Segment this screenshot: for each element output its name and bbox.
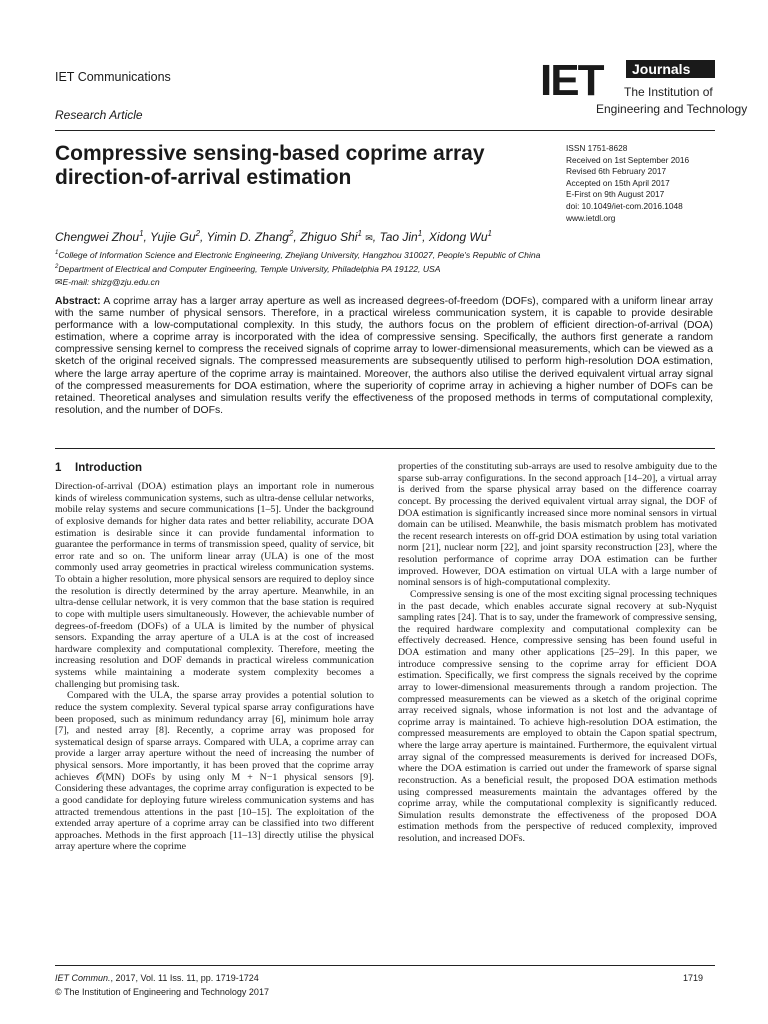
body-column-right (398, 461, 717, 845)
footer-divider (55, 965, 715, 966)
journal-abbrev: IET Commun. (55, 973, 111, 983)
author-affil-sup: 1 (417, 229, 423, 238)
header-divider (55, 130, 715, 131)
author-name: Chengwei Zhou (55, 230, 140, 244)
affiliations (55, 247, 540, 288)
institution-name-line2: Engineering and Technology (596, 102, 748, 116)
section-title: Introduction (75, 462, 143, 474)
paragraph: Compared with the ULA, the sparse array provides a potential solution to reduce the system complexity. Several typical sparse array configurations have been proposed, such as minimum redundancy array [6], minimum hole array [7], and nested array [8]. Recently, a coprime array was proposed for systematical design of sparse arrays. Compared with ULA, a coprime array can provide a larger array aperture without the need of increasing the number of physical sensors. More importantly, it has been proved that the coprime array achieves 𝒪(MN) DOFs by using only M + N−1 physical sensors [9]. Considering these advantages, the coprime array configuration is expected to be a good candidate for deploying future wireless communication systems and has attracted tremendous attentions in the past [10–15]. The exploitation of the extended array aperture of a coprime array can be classified into two different approaches. Methods in the first approach [11–13] directly utilise the physical array aperture where the coprime (55, 690, 374, 853)
author-affil-sup: 2 (288, 229, 294, 238)
paper-title: Compressive sensing-based coprime array direction-of-arrival estimation (55, 142, 485, 189)
doi-link[interactable]: doi: 10.1049/iet-com.2016.1048 (566, 200, 683, 211)
author-name: Xidong Wu (428, 230, 488, 244)
abstract (55, 296, 713, 417)
accepted-date: Accepted on 15th April 2017 (566, 177, 670, 188)
paragraph: properties of the constituting sub-arrays are used to resolve ambiguity due to the sparse sub-array configurations. In the second approach [14–20], a virtual array is derived from the sparse physical array based on the difference coarray concept. By processing the derived equivalent virtual array signal, the DOF of DOA estimation is significantly increased since more nominal sensors in virtual domain can be utilised. Meanwhile, the basis mismatch problem has motivated the recent research interests on off-grid DOA estimation by using total variation norm [21], nuclear norm [22], and joint sparsity reconstruction [23], where the resolution performance of coprime array DOA estimation can be further improved. However, DOA estimation on virtual ULA with a large number of nominal sensors is of high-computational complexity. (398, 461, 717, 589)
author-affil-sup: 1 (487, 229, 492, 238)
abstract-divider (55, 448, 715, 449)
paragraph: Direction-of-arrival (DOA) estimation plays an important role in numerous kinds of wireless communication systems, such as ultra-dense cellular networks, mobile relay systems and secure communications [1–5]. Under the background of explosive demands for higher data rates and better reliability, accurate DOA estimation is desirable since it can provide fundamental information to guarantee the performance in terms of transmission speed, quality of service, bit error rate and so on. The uniform linear array (ULA) is one of the most commonly used array geometries in practical wireless communication systems. To obtain a higher resolution, more physical sensors are required to deploy since the resolution is directly determined by the array aperture. Meanwhile, in an ultra-dense cellular network, it is very common that the base station is required to cope with multiple users simultaneously. However, the achievable number of degrees-of-freedom (DOFs) of a ULA is limited by the number of physical sensors. Expanding the array aperture of a ULA is at the cost of increased hardware complexity and computational complexity. Therefore, meeting the increasing resolution and DOF demands in practical wireless communication systems while maintaining a moderate system complexity becomes a challenging but promising task. (55, 481, 374, 690)
issn: ISSN 1751-8628 (566, 143, 628, 153)
received-date: Received on 1st September 2016 (566, 154, 690, 165)
journals-tag: Journals (626, 60, 715, 78)
affiliation-2: $^2$Department of Electrical and Computer Engineering, Temple University, Philadelphia PA 19122, USA (55, 264, 441, 275)
efirst-date: E-First on 9th August 2017 (566, 189, 665, 200)
page-number: 1719 (683, 973, 704, 983)
revised-date: Revised 6th February 2017 (566, 166, 667, 177)
email-link[interactable]: E-mail: shizg@zju.edu.cn (62, 276, 160, 287)
author-name: Yimin D. Zhang (206, 230, 289, 244)
journal-name: IET Communications (55, 70, 171, 84)
section-number: 1 (55, 462, 62, 474)
section-heading (55, 462, 142, 474)
ietdl-link[interactable]: www.ietdl.org (566, 212, 616, 223)
footer-copyright: © The Institution of Engineering and Technology 2017 (55, 987, 269, 997)
abstract-label: Abstract: (55, 296, 101, 307)
author-list: Chengwei Zhou$^1$, Yujie Gu$^2$, Yimin D. Zhang$^2$, Zhiguo Shi$^1$ ✉, Tao Jin$^1$, Xidong Wu$^1$ (55, 229, 492, 244)
institution-name-line1: The Institution of (624, 85, 713, 99)
author-name: Zhiguo Shi (300, 230, 358, 244)
citation-details: , 2017, Vol. 11 Iss. 11, pp. 1719-1724 (110, 973, 259, 983)
publication-info (566, 143, 689, 224)
author-affil-sup: 1 (357, 229, 362, 238)
corresponding-email (55, 276, 540, 289)
iet-journals-logo (540, 56, 748, 120)
abstract-text: A coprime array has a larger array aperture as well as increased degrees-of-freedom (DOFs), compared with a uniform linear array with the same number of physical sensors. Therefore, in a practical wireless communication system, it is capable to provide desirable performance with a low-computational complexity. In this study, the authors focus on the problem of efficient direction-of-arrival (DOA) estimation, where a coprime array is incorporated with the idea of compressive sensing. Specifically, the authors first generate a random compressive sensing kernel to compress the received signals of coprime array to lower-dimensional measurements, which can be viewed as a sketch of the original received signals. The compressed measurements are subsequently utilised to perform high-resolution DOA estimation, where the large array aperture of the coprime array is maintained. Moreover, the authors also utilise the derived equivalent virtual array signal of the compressed measurements for DOA estimation, where the superiority of coprime array in achieving a higher number of DOFs can be retained. Theoretical analyses and simulation results verify the effectiveness of the proposed methods in terms of computational complexity, resolution, and the number of DOFs. (55, 296, 713, 416)
iet-logo-mark: IET (540, 56, 603, 105)
author-affil-sup: 1 (139, 229, 144, 238)
affiliation-sup: 2 (55, 264, 59, 271)
affiliation-1: $^1$College of Information Science and Electronic Engineering, Zhejiang University, Hangzhou 310027, People's Republic of China (55, 249, 541, 260)
author-name: Yujie Gu (149, 230, 196, 244)
email-icon: ✉ (55, 276, 63, 287)
article-type: Research Article (55, 108, 143, 122)
author-name: Tao Jin (379, 230, 418, 244)
body-column-left (55, 481, 374, 853)
affiliation-sup: 1 (55, 250, 59, 256)
author-affil-sup: 2 (195, 229, 201, 238)
footer-citation (55, 973, 259, 983)
paragraph: Compressive sensing is one of the most exciting signal processing techniques in the past decade, which enables accurate signal recovery at sub-Nyquist sampling rates [24]. That is to say, under the framework of compressive sensing, the required hardware complexity and computational complexity can be effectively decreased. Hence, compressive sensing has been found useful in DOA estimation and many other applications [25–29]. In this paper, we introduce compressive sensing to the coprime array for efficient DOA estimation. Specifically, we first compress the signals received by the coprime array to lower-dimensional measurements through a random projection. The compressed measurements can be viewed as a sketch of the original coprime array received signals, whose information is not lost and the advantage of coprime array is maintained. To achieve high-resolution DOA estimation, the compressed measurements are employed to obtain the Capon spatial spectrum, where the large array aperture is maintained. Furthermore, the equivalent virtual array signal of the compressed measurements is derived for increased DOFs, where the DOA estimation is carried out under the framework of sparse signal reconstruction. As a beneficial result, the proposed DOA estimation methods using compressed measurements maintain the advantages offered by the coprime array, while the computational complexity is significantly reduced. Simulation results demonstrate the effectiveness of the proposed DOA estimation methods from the perspective of reduced complexity, improved resolution, and increased DOFs. (398, 588, 717, 844)
email-icon: ✉ (365, 233, 373, 243)
